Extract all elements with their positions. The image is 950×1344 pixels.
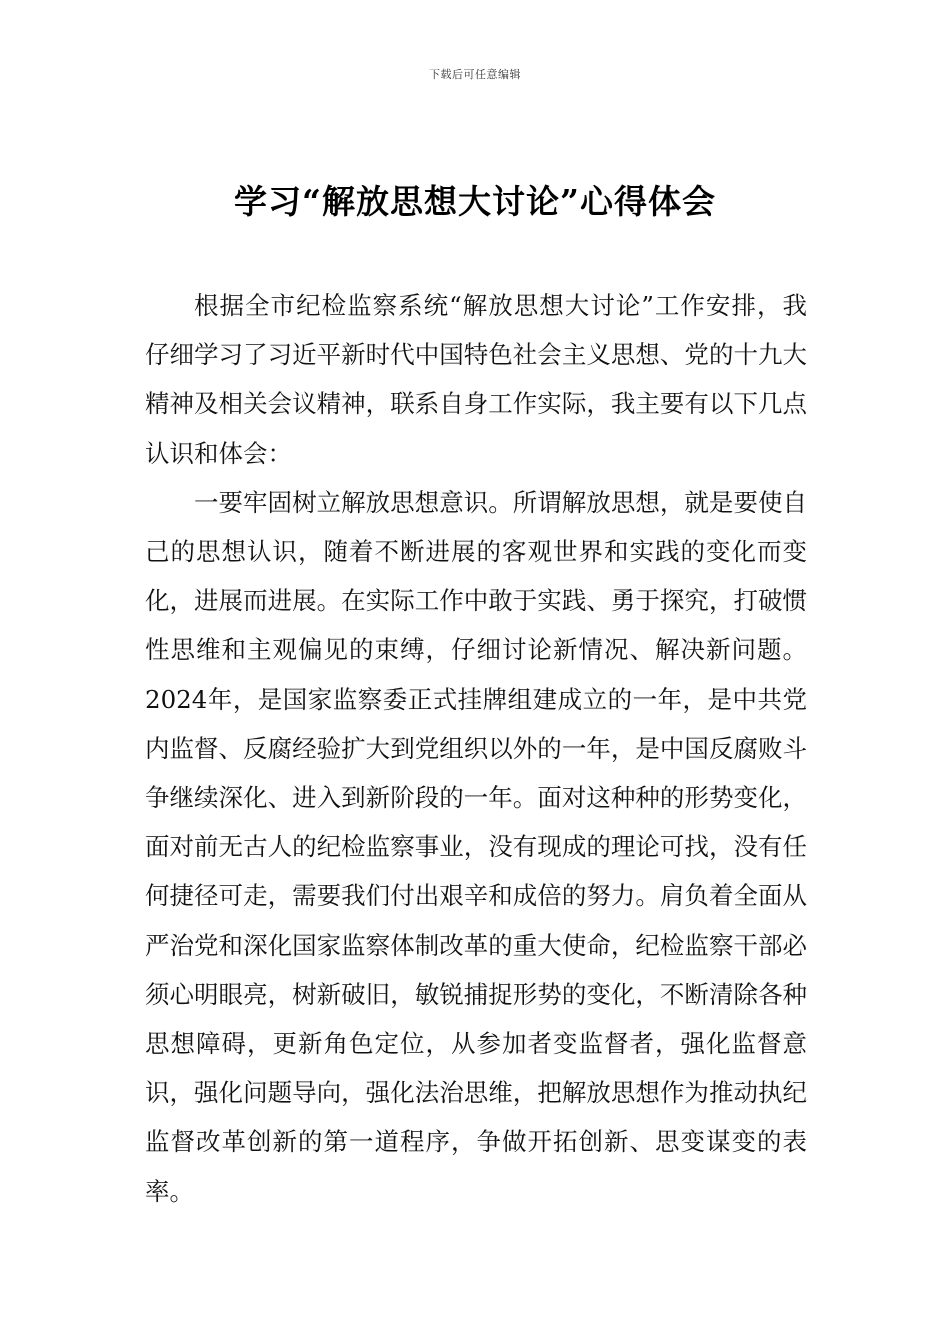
paragraph-point-one: 一要牢固树立解放思想意识。所谓解放思想，就是要使自己的思想认识，随着不断进展的客观世界和实践的变化而变化，进展而进展。在实际工作中敢于实践、勇于探究，打破惯性思维和主观偏见的束缚，仔细讨论新情况、解决新问题。2024年，是国家监察委正式挂牌组建成立的一年，是中共党内监督、反腐经验扩大到党组织以外的一年，是中国反腐败斗争继续深化、进入到新阶段的一年。面对这种种的形势变化，面对前无古人的纪检监察事业，没有现成的理论可找，没有任何捷径可走，需要我们付出艰辛和成倍的努力。肩负着全面从严治党和深化国家监察体制改革的重大使命，纪检监察干部必须心明眼亮，树新破旧，敏锐捕捉形势的变化，不断清除各种思想障碍，更新角色定位，从参加者变监督者，强化监督意识，强化问题导向，强化法治思维，把解放思想作为推动执纪监督改革创新的第一道程序，争做开拓创新、思变谋变的表率。 <box>145 487 807 1206</box>
page-title: 学习“解放思想大讨论”心得体会 <box>234 182 716 221</box>
paragraph-intro: 根据全市纪检监察系统“解放思想大讨论”工作安排，我仔细学习了习近平新时代中国特色社会主义思想、党的十九大精神及相关会议精神，联系自身工作实际，我主要有以下几点认识和体会： <box>145 291 807 468</box>
header-note: 下载后可任意编辑 <box>429 68 521 81</box>
document-body <box>145 281 807 1216</box>
